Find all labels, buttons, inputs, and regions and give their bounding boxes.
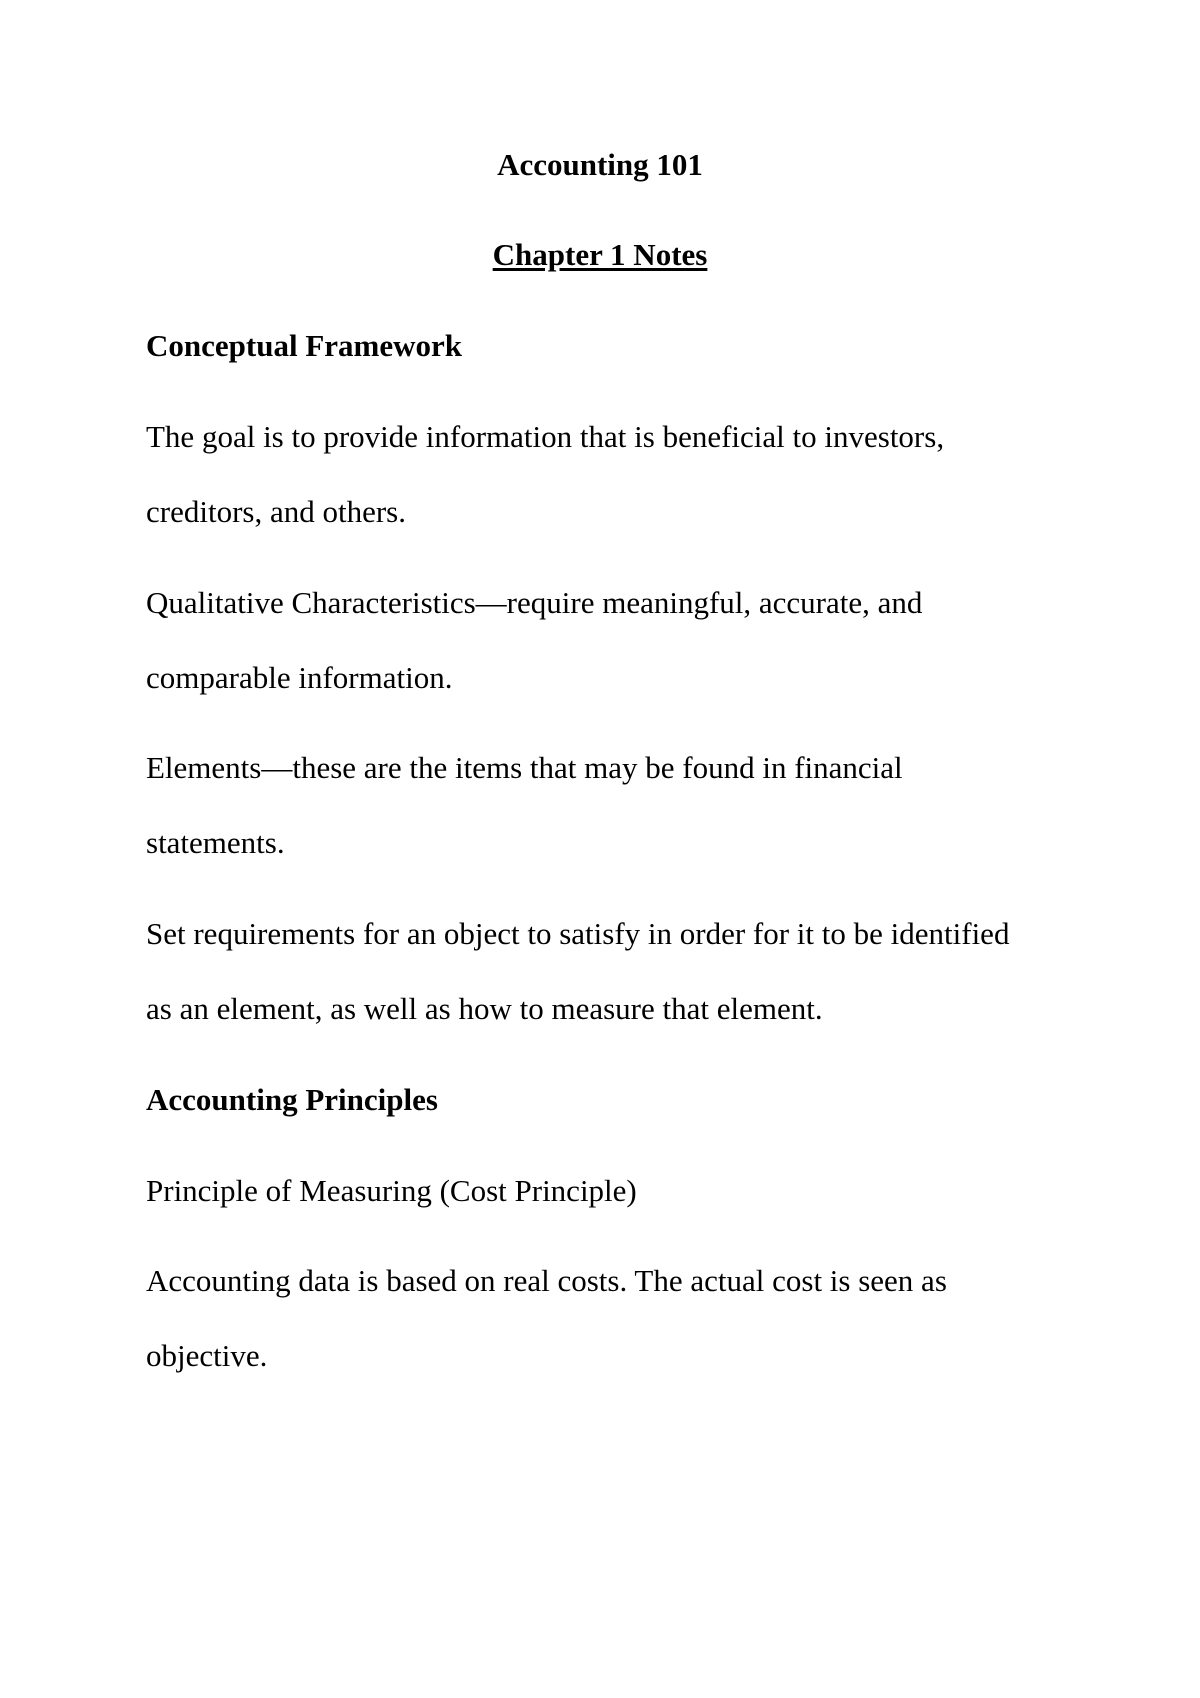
paragraph-line: statements. — [146, 825, 285, 860]
document-subtitle: Chapter 1 Notes — [492, 237, 708, 272]
section-heading-conceptual-framework: Conceptual Framework — [146, 328, 462, 363]
paragraph-line: Qualitative Characteristics—require meaningful, accurate, and — [146, 585, 923, 620]
paragraph-line: creditors, and others. — [146, 494, 406, 529]
paragraph-line: Principle of Measuring (Cost Principle) — [146, 1173, 637, 1208]
paragraph-line: comparable information. — [146, 660, 453, 695]
document-title: Accounting 101 — [497, 147, 703, 182]
section-heading-accounting-principles: Accounting Principles — [146, 1082, 438, 1117]
paragraph-line: as an element, as well as how to measure that element. — [146, 991, 823, 1026]
paragraph-line: objective. — [146, 1338, 268, 1373]
paragraph-line: Accounting data is based on real costs. The actual cost is seen as — [146, 1263, 947, 1298]
paragraph-line: Elements—these are the items that may be found in financial — [146, 750, 903, 785]
paragraph-line: Set requirements for an object to satisfy in order for it to be identified — [146, 916, 1010, 951]
paragraph-line: The goal is to provide information that is beneficial to investors, — [146, 419, 945, 454]
